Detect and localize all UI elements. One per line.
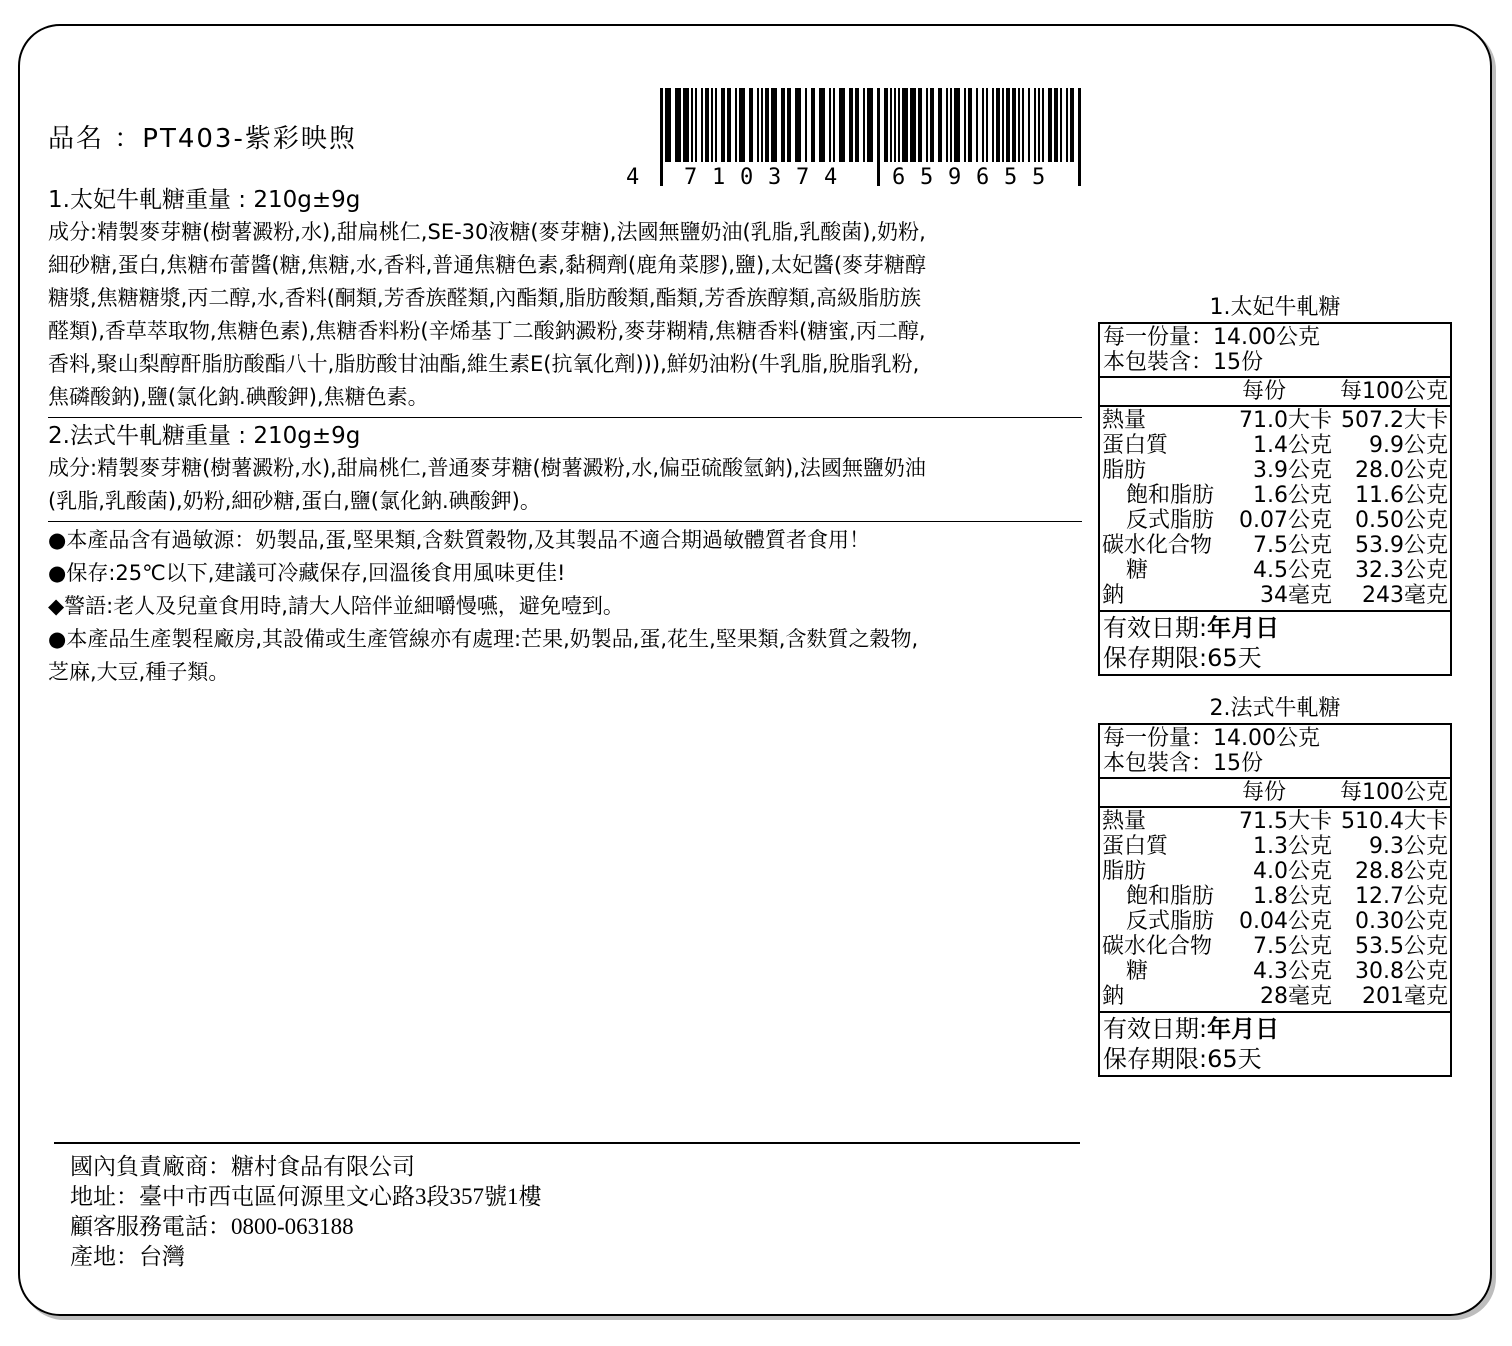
barcode-bar (849, 88, 853, 162)
expiry-date (1103, 613, 1447, 643)
barcode-bar (739, 88, 745, 162)
barcode-bar (749, 88, 753, 162)
barcode-bar (675, 88, 681, 162)
item2-ingredients-line: 成分:精製麥芽糖(樹薯澱粉,水),甜扁桃仁,普通麥芽糖(樹薯澱粉,水,偏亞硫酸氫鈉),法國無鹽奶油 (48, 456, 926, 480)
per-100g-value: 243毫克 (1362, 583, 1448, 608)
barcode-digit: 6 (976, 165, 990, 190)
facility-note: ●本產品生產製程廠房,其設備或生產管線亦有處理:芒果,奶製品,蛋,花生,堅果類,含麩質之穀物, (48, 627, 919, 651)
expiry-value: 年月日 (1207, 1015, 1280, 1043)
per-100g-value: 201毫克 (1362, 984, 1448, 1009)
nutrient-label: 反式脂肪 (1126, 508, 1215, 533)
nutrition-title-2: 2.法式牛軋糖 (1209, 696, 1341, 721)
col-per-100g: 每100公克 (1340, 379, 1448, 404)
per-serving-value: 3.9公克 (1253, 458, 1332, 483)
nutrient-label: 蛋白質 (1102, 834, 1169, 859)
barcode-bar (986, 88, 988, 162)
barcode-bar (1066, 88, 1068, 162)
nutrient-row (1102, 558, 1448, 583)
barcode-bar (1038, 88, 1040, 162)
expiry-date (1103, 1014, 1447, 1044)
barcode-bar (839, 88, 845, 162)
expiry-label: 有效日期: (1103, 614, 1208, 642)
nutrient-label: 脂肪 (1102, 458, 1147, 483)
per-100g-value: 507.2大卡 (1341, 408, 1448, 433)
barcode-bar (691, 88, 693, 162)
barcode-bar (930, 88, 934, 162)
barcode-bar (926, 88, 928, 162)
product-name: 品名 ：PT403-紫彩映煦 (48, 124, 357, 154)
item2-ingredients-line: (乳脂,乳酸菌),奶粉,細砂糖,蛋白,鹽(氯化鈉.碘酸鉀)。 (48, 489, 541, 513)
per-serving-value: 71.0大卡 (1239, 408, 1332, 433)
barcode-digit: 7 (796, 165, 810, 190)
nutrient-row (1102, 458, 1448, 483)
per-serving-value: 34毫克 (1260, 583, 1332, 608)
nutrient-label: 蛋白質 (1102, 433, 1169, 458)
barcode-digit: 4 (824, 165, 838, 190)
barcode-digit: 5 (1004, 165, 1018, 190)
per-100g-value: 0.30公克 (1355, 909, 1448, 934)
warning-note: ◆警語:老人及兒童食用時,請大人陪伴並細嚼慢嚥，避免噎到。 (48, 594, 624, 618)
nutrient-label: 鈉 (1102, 984, 1125, 1009)
barcode-bar (1042, 88, 1044, 162)
ingredients-section (48, 184, 1084, 689)
item1-ingredients-line: 成分:精製麥芽糖(樹薯澱粉,水),甜扁桃仁,SE-30液糖(麥芽糖),法國無鹽奶油(乳脂,乳酸菌),奶粉, (48, 220, 926, 244)
barcode-bar (1012, 88, 1016, 162)
barcode-digit: 0 (740, 165, 754, 190)
serving-size: 每一份量：14.00公克 (1103, 325, 1320, 350)
nutrient-row (1102, 533, 1448, 558)
nutrient-row (1102, 408, 1448, 433)
barcode-bar (701, 88, 703, 162)
nutrient-label: 飽和脂肪 (1126, 884, 1215, 909)
nutrient-row (1102, 583, 1448, 608)
nutrient-row (1102, 508, 1448, 533)
barcode-digit: 6 (892, 165, 906, 190)
facility-note: 芝麻,大豆,種子類。 (48, 660, 230, 684)
barcode-bar (863, 88, 865, 162)
per-100g-value: 0.50公克 (1355, 508, 1448, 533)
per-100g-value: 9.9公克 (1369, 433, 1448, 458)
nutrition-title-1: 1.太妃牛軋糖 (1209, 295, 1341, 320)
nutrient-label: 飽和脂肪 (1126, 483, 1215, 508)
barcode-bar (811, 88, 815, 162)
nutrient-label: 熱量 (1102, 408, 1147, 433)
per-100g-value: 28.8公克 (1355, 859, 1448, 884)
shelf-life: 保存期限:65天 (1103, 644, 1262, 672)
item2-weight-heading: 2.法式牛軋糖重量 : 210g±9g (48, 423, 361, 449)
barcode-bar (1022, 88, 1024, 162)
barcode-bar (761, 88, 763, 162)
nutrient-row (1102, 984, 1448, 1009)
barcode-bar (968, 88, 972, 162)
item1-ingredients-line: 糖漿,焦糖糖漿,丙二醇,水,香料(酮類,芳香族醛類,內酯類,脂肪酸類,酯類,芳香族醇類,高級脂肪族 (48, 286, 921, 310)
barcode-bar (1002, 88, 1004, 162)
nutrient-row (1102, 483, 1448, 508)
barcode-digit: 9 (948, 165, 962, 190)
servings-per-pack: 本包裝含：15份 (1103, 350, 1263, 375)
item1-ingredients-line: 香料,聚山梨醇酐脂肪酸酯八十,脂肪酸甘油酯,維生素E(抗氧化劑))),鮮奶油粉(牛乳脂,脫脂乳粉, (48, 352, 920, 376)
barcode-bar (884, 88, 888, 162)
col-per-serving: 每份 (1242, 379, 1287, 404)
nutrient-label: 反式脂肪 (1126, 909, 1215, 934)
barcode-bar (855, 88, 859, 162)
barcode-bar (787, 88, 791, 162)
barcode-bar (771, 88, 777, 162)
barcode-bar (795, 88, 801, 162)
barcode-bar (1048, 88, 1052, 162)
barcode-bar (829, 88, 831, 162)
barcode-bar (721, 88, 725, 162)
item1-ingredients-line: 焦磷酸鈉),鹽(氯化鈉.碘酸鉀),焦糖色素。 (48, 385, 429, 409)
company-info (70, 1152, 542, 1272)
barcode-digit: 5 (920, 165, 934, 190)
barcode-bar (867, 88, 873, 162)
per-serving-value: 7.5公克 (1253, 934, 1332, 959)
per-serving-value: 1.4公克 (1253, 433, 1332, 458)
barcode-bar (1060, 88, 1062, 162)
barcode-bar (894, 88, 896, 162)
item1-ingredients-line: 細砂糖,蛋白,焦糖布蕾醬(糖,焦糖,水,香料,普通焦糖色素,黏稠劑(鹿角菜膠),鹽),太妃醬(麥芽糖醇 (48, 253, 927, 277)
barcode-bar (918, 88, 922, 162)
barcode-bar (781, 88, 785, 162)
barcode-bar (805, 88, 807, 162)
barcode-digit: 7 (684, 165, 698, 190)
per-serving-value: 4.5公克 (1253, 558, 1332, 583)
storage-note: ●保存:25℃以下,建議可冷藏保存,回溫後食用風味更佳! (48, 561, 566, 585)
per-serving-value: 4.3公克 (1253, 959, 1332, 984)
place-of-origin: 產地：台灣 (70, 1244, 185, 1269)
per-100g-value: 53.5公克 (1355, 934, 1448, 959)
per-100g-value: 53.9公克 (1355, 533, 1448, 558)
barcode-bar (1028, 88, 1030, 162)
col-per-serving: 每份 (1242, 780, 1287, 805)
per-100g-value: 9.3公克 (1369, 834, 1448, 859)
per-serving-value: 0.07公克 (1239, 508, 1332, 533)
barcode-bar (1018, 88, 1020, 162)
per-serving-value: 4.0公克 (1253, 859, 1332, 884)
per-100g-value: 11.6公克 (1355, 483, 1448, 508)
barcode-bar (660, 88, 663, 186)
nutrition-table-2 (1098, 723, 1452, 1077)
nutrient-row (1102, 433, 1448, 458)
per-100g-value: 28.0公克 (1355, 458, 1448, 483)
nutrient-row (1102, 909, 1448, 934)
nutrient-label: 糖 (1126, 558, 1149, 583)
barcode-bar (964, 88, 966, 162)
barcode-bar (954, 88, 960, 162)
divider (54, 1142, 1080, 1144)
per-serving-value: 0.04公克 (1239, 909, 1332, 934)
per-serving-value: 1.3公克 (1253, 834, 1332, 859)
nutrient-row (1102, 884, 1448, 909)
barcode-bar (1054, 88, 1058, 162)
barcode-bar (996, 88, 1000, 162)
barcode-bar (877, 88, 880, 186)
address: 地址：臺中市西屯區何源里文心路3段357號1樓 (70, 1184, 542, 1209)
servings-per-pack: 本包裝含：15份 (1103, 751, 1263, 776)
per-serving-value: 7.5公克 (1253, 533, 1332, 558)
per-serving-value: 71.5大卡 (1239, 809, 1332, 834)
barcode-bar (910, 88, 916, 162)
per-serving-value: 28毫克 (1260, 984, 1332, 1009)
barcode-bar (946, 88, 948, 162)
barcode-bar (705, 88, 709, 162)
nutrient-row (1102, 934, 1448, 959)
divider (48, 521, 1082, 522)
barcode-bar (757, 88, 759, 162)
barcode-digit: 5 (1032, 165, 1046, 190)
barcode-bar (711, 88, 713, 162)
barcode-digit: 3 (768, 165, 782, 190)
barcode-bar (715, 88, 717, 162)
barcode-bar (1006, 88, 1010, 162)
barcode-bar (735, 88, 737, 162)
barcode-bar (1034, 88, 1036, 162)
item1-ingredients-line: 醛類),香草萃取物,焦糖色素),焦糖香料粉(辛烯基丁二酸鈉澱粉,麥芽糊精,焦糖香料(糖蜜,丙二醇, (48, 319, 926, 343)
barcode-bar (819, 88, 825, 162)
barcode-bar (695, 88, 697, 162)
serving-size: 每一份量：14.00公克 (1103, 726, 1320, 751)
barcode-digit: 4 (626, 165, 640, 190)
barcode-bar (1070, 88, 1074, 162)
responsible-company: 國內負責廠商：糖村食品有限公司 (70, 1154, 415, 1179)
barcode-bar (765, 88, 769, 162)
barcode-bar (992, 88, 994, 162)
nutrient-label: 碳水化合物 (1102, 533, 1213, 558)
barcode-bar (833, 88, 835, 162)
customer-service-phone: 顧客服務電話：0800-063188 (70, 1214, 354, 1239)
per-100g-value: 32.3公克 (1355, 558, 1448, 583)
per-serving-value: 1.8公克 (1253, 884, 1332, 909)
expiry-value: 年月日 (1207, 614, 1280, 642)
barcode-bar (982, 88, 984, 162)
barcode-bar (898, 88, 900, 162)
barcode-bar (727, 88, 731, 162)
nutrient-row (1102, 959, 1448, 984)
nutrient-label: 脂肪 (1102, 859, 1147, 884)
col-per-100g: 每100公克 (1340, 780, 1448, 805)
shelf-life: 保存期限:65天 (1103, 1045, 1262, 1073)
item1-weight-heading: 1.太妃牛軋糖重量 : 210g±9g (48, 187, 361, 213)
barcode-bar (665, 88, 671, 162)
per-100g-value: 510.4大卡 (1341, 809, 1448, 834)
barcode-bar (1078, 88, 1081, 186)
divider (48, 417, 1082, 418)
expiry-label: 有效日期: (1103, 1015, 1208, 1043)
nutrition-table-1 (1098, 322, 1452, 676)
nutrient-row (1102, 834, 1448, 859)
nutrient-label: 鈉 (1102, 583, 1125, 608)
nutrient-row (1102, 809, 1448, 834)
nutrient-label: 熱量 (1102, 809, 1147, 834)
barcode-bar (938, 88, 942, 162)
barcode-bar (950, 88, 952, 162)
allergen-note: ●本產品含有過敏源：奶製品,蛋,堅果類,含麩質穀物,及其製品不適合期過敏體質者食用！ (48, 528, 871, 552)
per-100g-value: 30.8公克 (1355, 959, 1448, 984)
barcode-bar (890, 88, 892, 162)
per-100g-value: 12.7公克 (1355, 884, 1448, 909)
barcode-bar (683, 88, 689, 162)
nutrient-label: 糖 (1126, 959, 1149, 984)
per-serving-value: 1.6公克 (1253, 483, 1332, 508)
barcode-digit: 1 (712, 165, 726, 190)
nutrient-row (1102, 859, 1448, 884)
nutrient-label: 碳水化合物 (1102, 934, 1213, 959)
barcode-bar (902, 88, 908, 162)
barcode-bar (976, 88, 978, 162)
barcode (612, 88, 1092, 190)
